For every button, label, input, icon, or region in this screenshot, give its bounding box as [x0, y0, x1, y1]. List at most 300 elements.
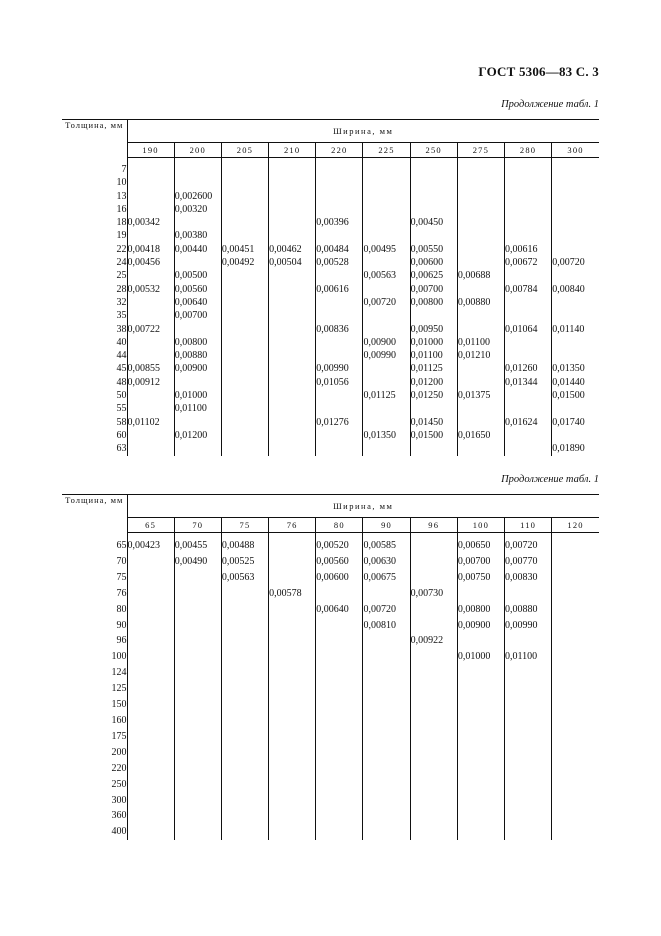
table-row — [62, 376, 599, 389]
value-cell — [316, 296, 363, 309]
thickness-cell: 16 — [116, 203, 127, 215]
value-cell: 0,00528 — [316, 256, 363, 269]
thickness-cell: 125 — [111, 683, 127, 695]
value-cell: 0,01000 — [174, 389, 221, 402]
value-cell — [174, 176, 221, 189]
thickness-cell: 7 — [121, 163, 127, 175]
value-cell: 0,00700 — [174, 309, 221, 322]
value-cell — [363, 362, 410, 375]
value-cell — [363, 745, 410, 761]
value-cell — [363, 729, 410, 745]
value-cell — [457, 203, 504, 216]
value-cell — [269, 442, 316, 455]
value-cell — [221, 376, 268, 389]
value-cell: 0,01375 — [457, 389, 504, 402]
value-cell: 0,002600 — [174, 190, 221, 203]
value-cell: 0,00585 — [363, 533, 410, 554]
column-header: 100 — [457, 518, 504, 533]
table-row — [62, 283, 599, 296]
value-cell — [552, 429, 599, 442]
value-cell — [316, 229, 363, 242]
value-cell — [457, 777, 504, 793]
value-cell: 0,00800 — [457, 602, 504, 618]
value-cell — [363, 176, 410, 189]
value-cell — [221, 362, 268, 375]
table-row — [62, 416, 599, 429]
value-cell — [316, 203, 363, 216]
thickness-cell: 76 — [116, 587, 127, 599]
value-cell — [363, 649, 410, 665]
value-cell — [221, 203, 268, 216]
value-cell — [316, 309, 363, 322]
value-cell — [269, 793, 316, 809]
value-cell: 0,01064 — [505, 323, 552, 336]
thickness-cell: 58 — [116, 416, 127, 428]
value-cell: 0,00550 — [410, 243, 457, 256]
thickness-cell: 50 — [116, 390, 127, 402]
value-cell — [127, 442, 174, 455]
value-cell — [269, 283, 316, 296]
value-cell: 0,00830 — [505, 570, 552, 586]
value-cell: 0,01650 — [457, 429, 504, 442]
value-cell — [505, 269, 552, 282]
width-header: Ширина, мм — [127, 495, 599, 518]
value-cell — [221, 429, 268, 442]
value-cell — [505, 586, 552, 602]
value-cell — [221, 176, 268, 189]
value-cell — [174, 808, 221, 824]
value-cell — [221, 416, 268, 429]
value-cell — [127, 176, 174, 189]
value-cell: 0,01500 — [410, 429, 457, 442]
thickness-cell: 48 — [116, 376, 127, 388]
value-cell — [457, 362, 504, 375]
value-cell: 0,01100 — [174, 402, 221, 415]
value-cell — [174, 323, 221, 336]
thickness-cell: 100 — [111, 651, 127, 663]
value-cell — [457, 633, 504, 649]
value-cell — [174, 376, 221, 389]
value-cell — [316, 402, 363, 415]
value-cell: 0,01102 — [127, 416, 174, 429]
table-caption-1: Продолжение табл. 1 — [501, 99, 599, 110]
value-cell: 0,00688 — [457, 269, 504, 282]
value-cell — [316, 665, 363, 681]
value-cell — [552, 824, 599, 840]
value-cell — [127, 633, 174, 649]
value-cell — [410, 602, 457, 618]
value-cell — [221, 681, 268, 697]
value-cell — [552, 713, 599, 729]
table-row — [62, 808, 599, 824]
value-cell — [221, 402, 268, 415]
table-row — [62, 389, 599, 402]
table-row — [62, 649, 599, 665]
thickness-cell: 24 — [116, 257, 127, 269]
value-cell: 0,00675 — [363, 570, 410, 586]
value-cell — [316, 389, 363, 402]
value-cell — [127, 665, 174, 681]
value-cell: 0,00730 — [410, 586, 457, 602]
value-cell: 0,00800 — [174, 336, 221, 349]
page-header: ГОСТ 5306—83 С. 3 — [478, 64, 599, 79]
table-row — [62, 203, 599, 216]
value-cell: 0,00900 — [174, 362, 221, 375]
value-cell — [269, 665, 316, 681]
value-cell — [221, 618, 268, 634]
value-cell — [221, 761, 268, 777]
value-cell — [363, 777, 410, 793]
value-cell — [221, 389, 268, 402]
value-cell — [410, 533, 457, 554]
value-cell — [127, 349, 174, 362]
value-cell — [269, 713, 316, 729]
value-cell — [174, 416, 221, 429]
value-cell — [410, 697, 457, 713]
value-cell: 0,00560 — [316, 554, 363, 570]
thickness-cell: 45 — [116, 363, 127, 375]
value-cell — [269, 618, 316, 634]
value-cell: 0,00616 — [316, 283, 363, 296]
value-cell — [127, 296, 174, 309]
value-cell — [174, 745, 221, 761]
width-header: Ширина, мм — [127, 120, 599, 143]
value-cell: 0,01440 — [552, 376, 599, 389]
value-cell — [410, 745, 457, 761]
value-cell: 0,00520 — [316, 533, 363, 554]
thickness-cell: 175 — [111, 730, 127, 742]
table-row — [62, 349, 599, 362]
value-cell — [174, 649, 221, 665]
thickness-cell: 44 — [116, 350, 127, 362]
value-cell — [221, 283, 268, 296]
value-cell — [269, 777, 316, 793]
value-cell — [316, 586, 363, 602]
value-cell — [552, 761, 599, 777]
column-header: 250 — [410, 143, 457, 158]
value-cell: 0,00625 — [410, 269, 457, 282]
value-cell: 0,00418 — [127, 243, 174, 256]
value-cell — [457, 229, 504, 242]
value-cell: 0,00640 — [316, 602, 363, 618]
value-cell — [316, 697, 363, 713]
thickness-cell: 19 — [116, 230, 127, 242]
value-cell: 0,01350 — [363, 429, 410, 442]
column-header: 275 — [457, 143, 504, 158]
value-cell — [174, 793, 221, 809]
value-cell — [269, 761, 316, 777]
table-row — [62, 602, 599, 618]
value-cell: 0,00922 — [410, 633, 457, 649]
value-cell — [457, 216, 504, 229]
value-cell — [552, 229, 599, 242]
value-cell — [457, 681, 504, 697]
value-cell — [505, 697, 552, 713]
value-cell — [269, 323, 316, 336]
table-row — [62, 761, 599, 777]
value-cell — [363, 256, 410, 269]
value-cell — [174, 618, 221, 634]
table-row — [62, 618, 599, 634]
value-cell — [221, 777, 268, 793]
value-cell — [127, 681, 174, 697]
value-cell — [174, 216, 221, 229]
value-cell: 0,00500 — [174, 269, 221, 282]
value-cell — [552, 158, 599, 177]
value-cell — [127, 602, 174, 618]
table-row — [62, 745, 599, 761]
value-cell: 0,01100 — [505, 649, 552, 665]
value-cell: 0,00990 — [505, 618, 552, 634]
value-cell: 0,00490 — [174, 554, 221, 570]
value-cell — [552, 533, 599, 554]
value-cell — [221, 296, 268, 309]
thickness-cell: 250 — [111, 778, 127, 790]
value-cell: 0,00440 — [174, 243, 221, 256]
value-cell — [269, 376, 316, 389]
value-cell: 0,00600 — [410, 256, 457, 269]
value-cell: 0,00880 — [505, 602, 552, 618]
value-cell — [363, 697, 410, 713]
thickness-header: Толщина, мм — [62, 495, 127, 533]
value-cell — [552, 618, 599, 634]
value-cell: 0,00912 — [127, 376, 174, 389]
value-cell — [316, 190, 363, 203]
thickness-cell: 75 — [116, 571, 127, 583]
value-cell — [505, 793, 552, 809]
value-cell — [316, 729, 363, 745]
value-cell — [221, 158, 268, 177]
value-cell — [552, 554, 599, 570]
value-cell — [505, 389, 552, 402]
value-cell — [505, 665, 552, 681]
value-cell — [363, 442, 410, 455]
value-cell — [505, 681, 552, 697]
value-cell: 0,00720 — [363, 602, 410, 618]
value-cell — [552, 665, 599, 681]
value-cell: 0,01100 — [410, 349, 457, 362]
value-cell — [221, 713, 268, 729]
value-cell — [174, 256, 221, 269]
thickness-cell: 32 — [116, 296, 127, 308]
value-cell — [410, 777, 457, 793]
value-cell — [174, 697, 221, 713]
value-cell — [127, 402, 174, 415]
value-cell: 0,01250 — [410, 389, 457, 402]
table-row — [62, 216, 599, 229]
value-cell — [457, 158, 504, 177]
value-cell: 0,00770 — [505, 554, 552, 570]
value-cell — [174, 158, 221, 177]
value-cell: 0,00484 — [316, 243, 363, 256]
value-cell — [505, 349, 552, 362]
value-cell: 0,01624 — [505, 416, 552, 429]
value-cell — [269, 633, 316, 649]
value-cell — [269, 389, 316, 402]
value-cell: 0,00855 — [127, 362, 174, 375]
column-header: 225 — [363, 143, 410, 158]
table-row — [62, 442, 599, 455]
value-cell: 0,01260 — [505, 362, 552, 375]
column-header: 90 — [363, 518, 410, 533]
value-cell — [269, 416, 316, 429]
value-cell — [316, 349, 363, 362]
value-cell — [363, 376, 410, 389]
value-cell — [410, 649, 457, 665]
value-cell — [127, 554, 174, 570]
value-cell — [552, 216, 599, 229]
value-cell — [316, 777, 363, 793]
value-cell — [174, 602, 221, 618]
value-cell — [127, 777, 174, 793]
value-cell: 0,01100 — [457, 336, 504, 349]
column-header: 280 — [505, 143, 552, 158]
value-cell: 0,00455 — [174, 533, 221, 554]
value-cell — [127, 697, 174, 713]
value-cell — [552, 602, 599, 618]
thickness-cell: 10 — [116, 177, 127, 189]
value-cell: 0,00900 — [363, 336, 410, 349]
column-header: 80 — [316, 518, 363, 533]
table-row — [62, 336, 599, 349]
column-header: 300 — [552, 143, 599, 158]
value-cell — [221, 793, 268, 809]
value-cell — [316, 158, 363, 177]
value-cell — [221, 323, 268, 336]
value-cell — [457, 665, 504, 681]
value-cell — [410, 761, 457, 777]
table-row — [62, 777, 599, 793]
value-cell: 0,00462 — [269, 243, 316, 256]
value-cell — [269, 349, 316, 362]
value-cell — [505, 429, 552, 442]
thickness-cell: 220 — [111, 762, 127, 774]
thickness-cell: 90 — [116, 619, 127, 631]
value-cell: 0,00836 — [316, 323, 363, 336]
table-row — [62, 633, 599, 649]
value-cell — [363, 665, 410, 681]
value-cell — [221, 808, 268, 824]
value-cell: 0,00456 — [127, 256, 174, 269]
value-cell: 0,00492 — [221, 256, 268, 269]
table-row — [62, 429, 599, 442]
value-cell — [269, 824, 316, 840]
table-row — [62, 554, 599, 570]
value-cell — [410, 570, 457, 586]
value-cell — [457, 697, 504, 713]
thickness-cell: 63 — [116, 443, 127, 455]
column-header: 96 — [410, 518, 457, 533]
thickness-cell: 124 — [111, 667, 127, 679]
value-cell — [457, 761, 504, 777]
column-header: 190 — [127, 143, 174, 158]
value-cell — [316, 633, 363, 649]
value-cell: 0,00950 — [410, 323, 457, 336]
thickness-cell: 60 — [116, 429, 127, 441]
value-cell: 0,00880 — [174, 349, 221, 362]
value-cell — [410, 309, 457, 322]
column-header: 70 — [174, 518, 221, 533]
value-cell: 0,01000 — [457, 649, 504, 665]
value-cell: 0,00616 — [505, 243, 552, 256]
value-cell — [363, 681, 410, 697]
value-cell — [316, 336, 363, 349]
value-cell — [127, 570, 174, 586]
value-cell: 0,00800 — [410, 296, 457, 309]
value-cell — [269, 533, 316, 554]
value-cell — [269, 190, 316, 203]
value-cell — [410, 554, 457, 570]
value-cell — [552, 793, 599, 809]
value-cell — [457, 416, 504, 429]
value-cell — [269, 745, 316, 761]
value-cell: 0,01125 — [410, 362, 457, 375]
value-cell: 0,00450 — [410, 216, 457, 229]
value-cell: 0,00750 — [457, 570, 504, 586]
column-header: 120 — [552, 518, 599, 533]
value-cell — [127, 618, 174, 634]
value-cell — [174, 824, 221, 840]
value-cell: 0,00990 — [363, 349, 410, 362]
value-cell — [505, 158, 552, 177]
value-cell — [221, 349, 268, 362]
column-header: 75 — [221, 518, 268, 533]
value-cell — [363, 309, 410, 322]
value-cell: 0,00423 — [127, 533, 174, 554]
thickness-cell: 400 — [111, 826, 127, 838]
value-cell: 0,01210 — [457, 349, 504, 362]
value-cell — [316, 429, 363, 442]
value-cell: 0,00840 — [552, 283, 599, 296]
value-cell — [457, 824, 504, 840]
value-cell — [174, 681, 221, 697]
value-cell: 0,00990 — [316, 362, 363, 375]
value-cell — [552, 633, 599, 649]
column-header: 65 — [127, 518, 174, 533]
table-row — [62, 570, 599, 586]
value-cell — [363, 190, 410, 203]
table-row — [62, 243, 599, 256]
value-cell: 0,00560 — [174, 283, 221, 296]
value-cell — [552, 243, 599, 256]
value-cell: 0,00504 — [269, 256, 316, 269]
value-cell: 0,00495 — [363, 243, 410, 256]
value-cell — [221, 309, 268, 322]
value-cell: 0,01125 — [363, 389, 410, 402]
value-cell — [552, 402, 599, 415]
value-cell: 0,01450 — [410, 416, 457, 429]
value-cell — [221, 336, 268, 349]
value-cell — [174, 729, 221, 745]
table-caption-2: Продолжение табл. 1 — [501, 474, 599, 485]
column-header: 220 — [316, 143, 363, 158]
value-cell: 0,00342 — [127, 216, 174, 229]
value-cell — [221, 216, 268, 229]
value-cell — [363, 713, 410, 729]
value-cell — [127, 824, 174, 840]
table-row — [62, 269, 599, 282]
value-cell — [457, 586, 504, 602]
value-cell — [457, 442, 504, 455]
value-cell — [457, 323, 504, 336]
value-cell — [457, 176, 504, 189]
table-row — [62, 296, 599, 309]
value-cell — [410, 158, 457, 177]
table-row — [62, 793, 599, 809]
value-cell — [221, 729, 268, 745]
value-cell — [505, 176, 552, 189]
value-cell — [221, 745, 268, 761]
